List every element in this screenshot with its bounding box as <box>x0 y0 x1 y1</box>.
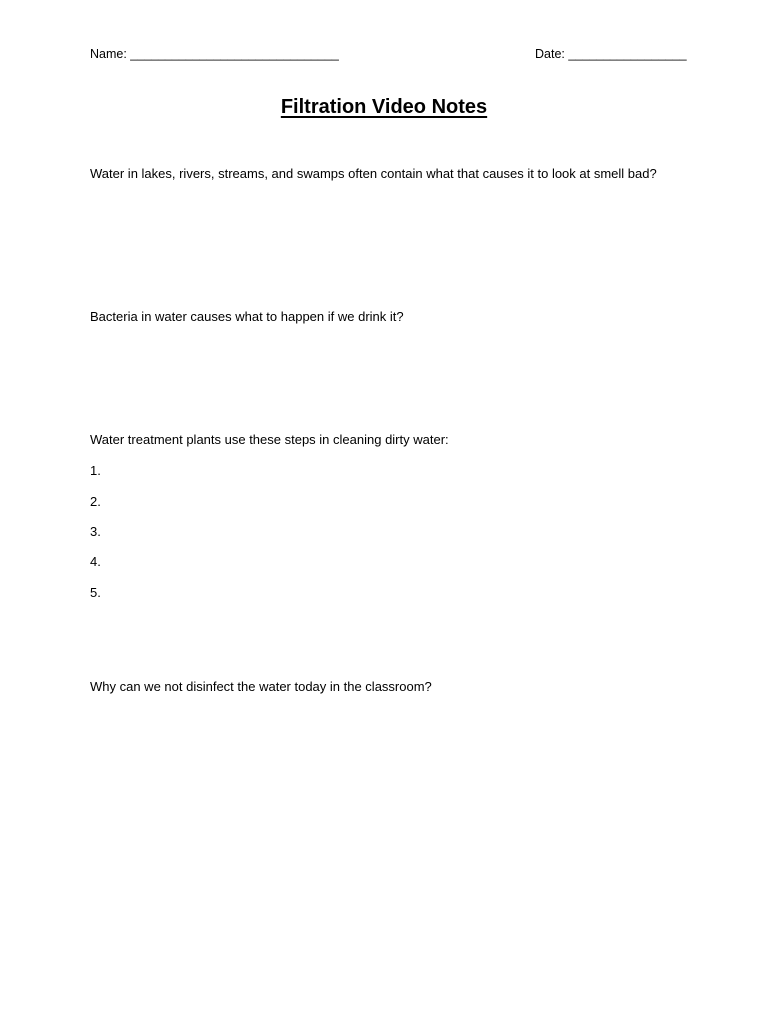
page-title: Filtration Video Notes <box>280 96 488 118</box>
question-1: Water in lakes, rivers, streams, and swamps often contain what that causes it to look at smell bad? <box>90 166 657 181</box>
question-4: Why can we not disinfect the water today in the classroom? <box>90 679 432 694</box>
date-field-label: Date: _________________ <box>535 47 687 61</box>
step-number-1: 1. <box>90 463 101 478</box>
step-number-4: 4. <box>90 554 101 569</box>
step-number-3: 3. <box>90 524 101 539</box>
name-field-label: Name: ______________________________ <box>90 47 339 61</box>
step-number-2: 2. <box>90 494 101 509</box>
step-number-5: 5. <box>90 585 101 600</box>
question-2: Bacteria in water causes what to happen if we drink it? <box>90 309 404 324</box>
question-3: Water treatment plants use these steps in cleaning dirty water: <box>90 432 449 447</box>
